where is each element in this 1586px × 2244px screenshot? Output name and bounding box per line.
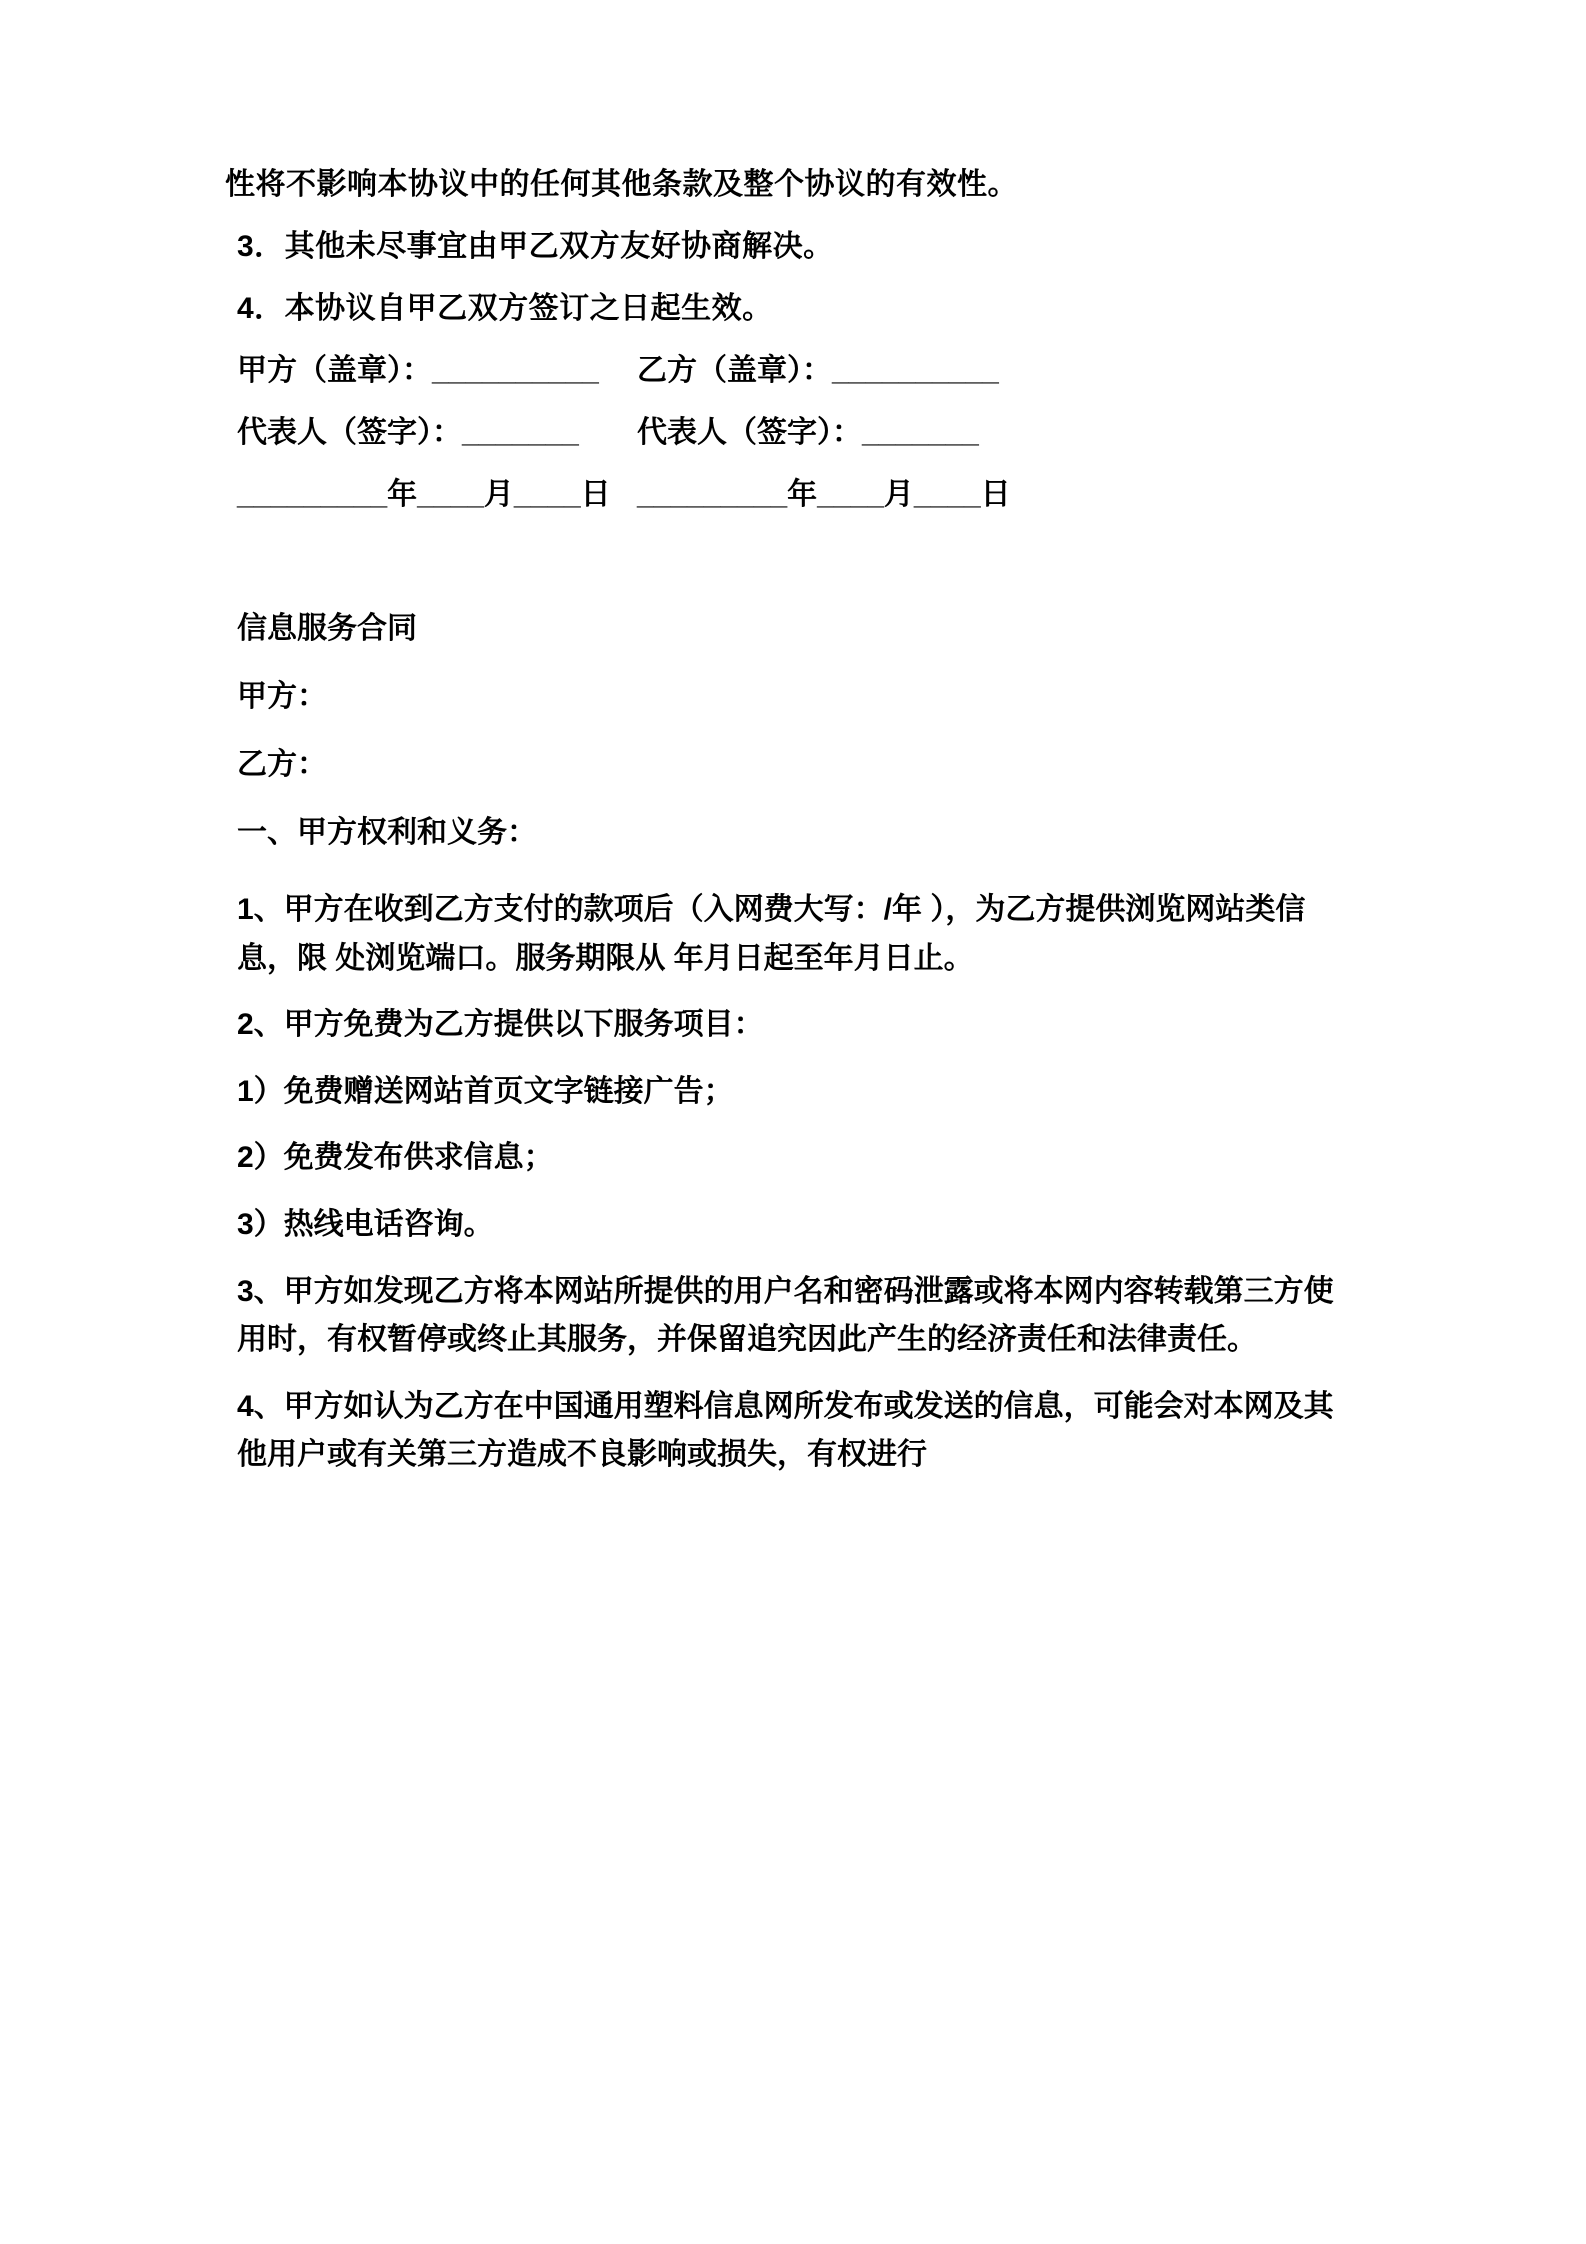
contract-item-1: 1、甲方在收到乙方支付的款项后（入网费大写：/年 ），为乙方提供浏览网站类信息，限 处浏览端口。服务期限从 年月日起至年月日止。 bbox=[237, 893, 1306, 975]
continuation-paragraph: 性将不影响本协议中的任何其他条款及整个协议的有效性。 bbox=[225, 168, 1018, 201]
clause-4: 4．本协议自甲乙双方签订之日起生效。 bbox=[237, 292, 773, 325]
party-b-seal-field: 乙方（盖章）：__________ bbox=[637, 354, 999, 387]
clause-3: 3．其他未尽事宜由甲乙双方友好协商解决。 bbox=[237, 230, 834, 263]
contract-item-3: 3、甲方如发现乙方将本网站所提供的用户名和密码泄露或将本网内容转载第三方使用时，有权暂停或终止其服务，并保留追究因此产生的经济责任和法律责任。 bbox=[237, 1274, 1334, 1357]
section-heading-party-a-rights: 一、甲方权利和义务： bbox=[237, 816, 537, 849]
contract-title: 信息服务合同 bbox=[237, 612, 417, 645]
contract-item-4: 4、甲方如认为乙方在中国通用塑料信息网所发布或发送的信息，可能会对本网及其他用户或有关第三方造成不良影响或损失，有权进行 bbox=[237, 1389, 1334, 1472]
contract-item-2: 2、甲方免费为乙方提供以下服务项目： bbox=[237, 1008, 764, 1042]
party-a-date-field: _________年____月____日 bbox=[237, 478, 611, 511]
party-b-label: 乙方： bbox=[237, 748, 327, 781]
contract-item-2-2: 2）免费发布供求信息； bbox=[237, 1141, 554, 1175]
party-b-representative-field: 代表人（签字）：_______ bbox=[637, 416, 979, 449]
party-a-seal-field: 甲方（盖章）：__________ bbox=[237, 354, 599, 387]
contract-item-2-1: 1）免费赠送网站首页文字链接广告； bbox=[237, 1074, 734, 1108]
signature-row-representative bbox=[225, 418, 1361, 448]
section-gap bbox=[225, 542, 1361, 614]
party-b-date-field: _________年____月____日 bbox=[637, 478, 1011, 511]
party-a-label: 甲方： bbox=[237, 680, 327, 713]
party-a-representative-field: 代表人（签字）：_______ bbox=[237, 416, 579, 449]
signature-row-date bbox=[225, 480, 1361, 510]
contract-item-2-3: 3）热线电话咨询。 bbox=[237, 1207, 494, 1241]
signature-row-seal bbox=[225, 356, 1361, 386]
